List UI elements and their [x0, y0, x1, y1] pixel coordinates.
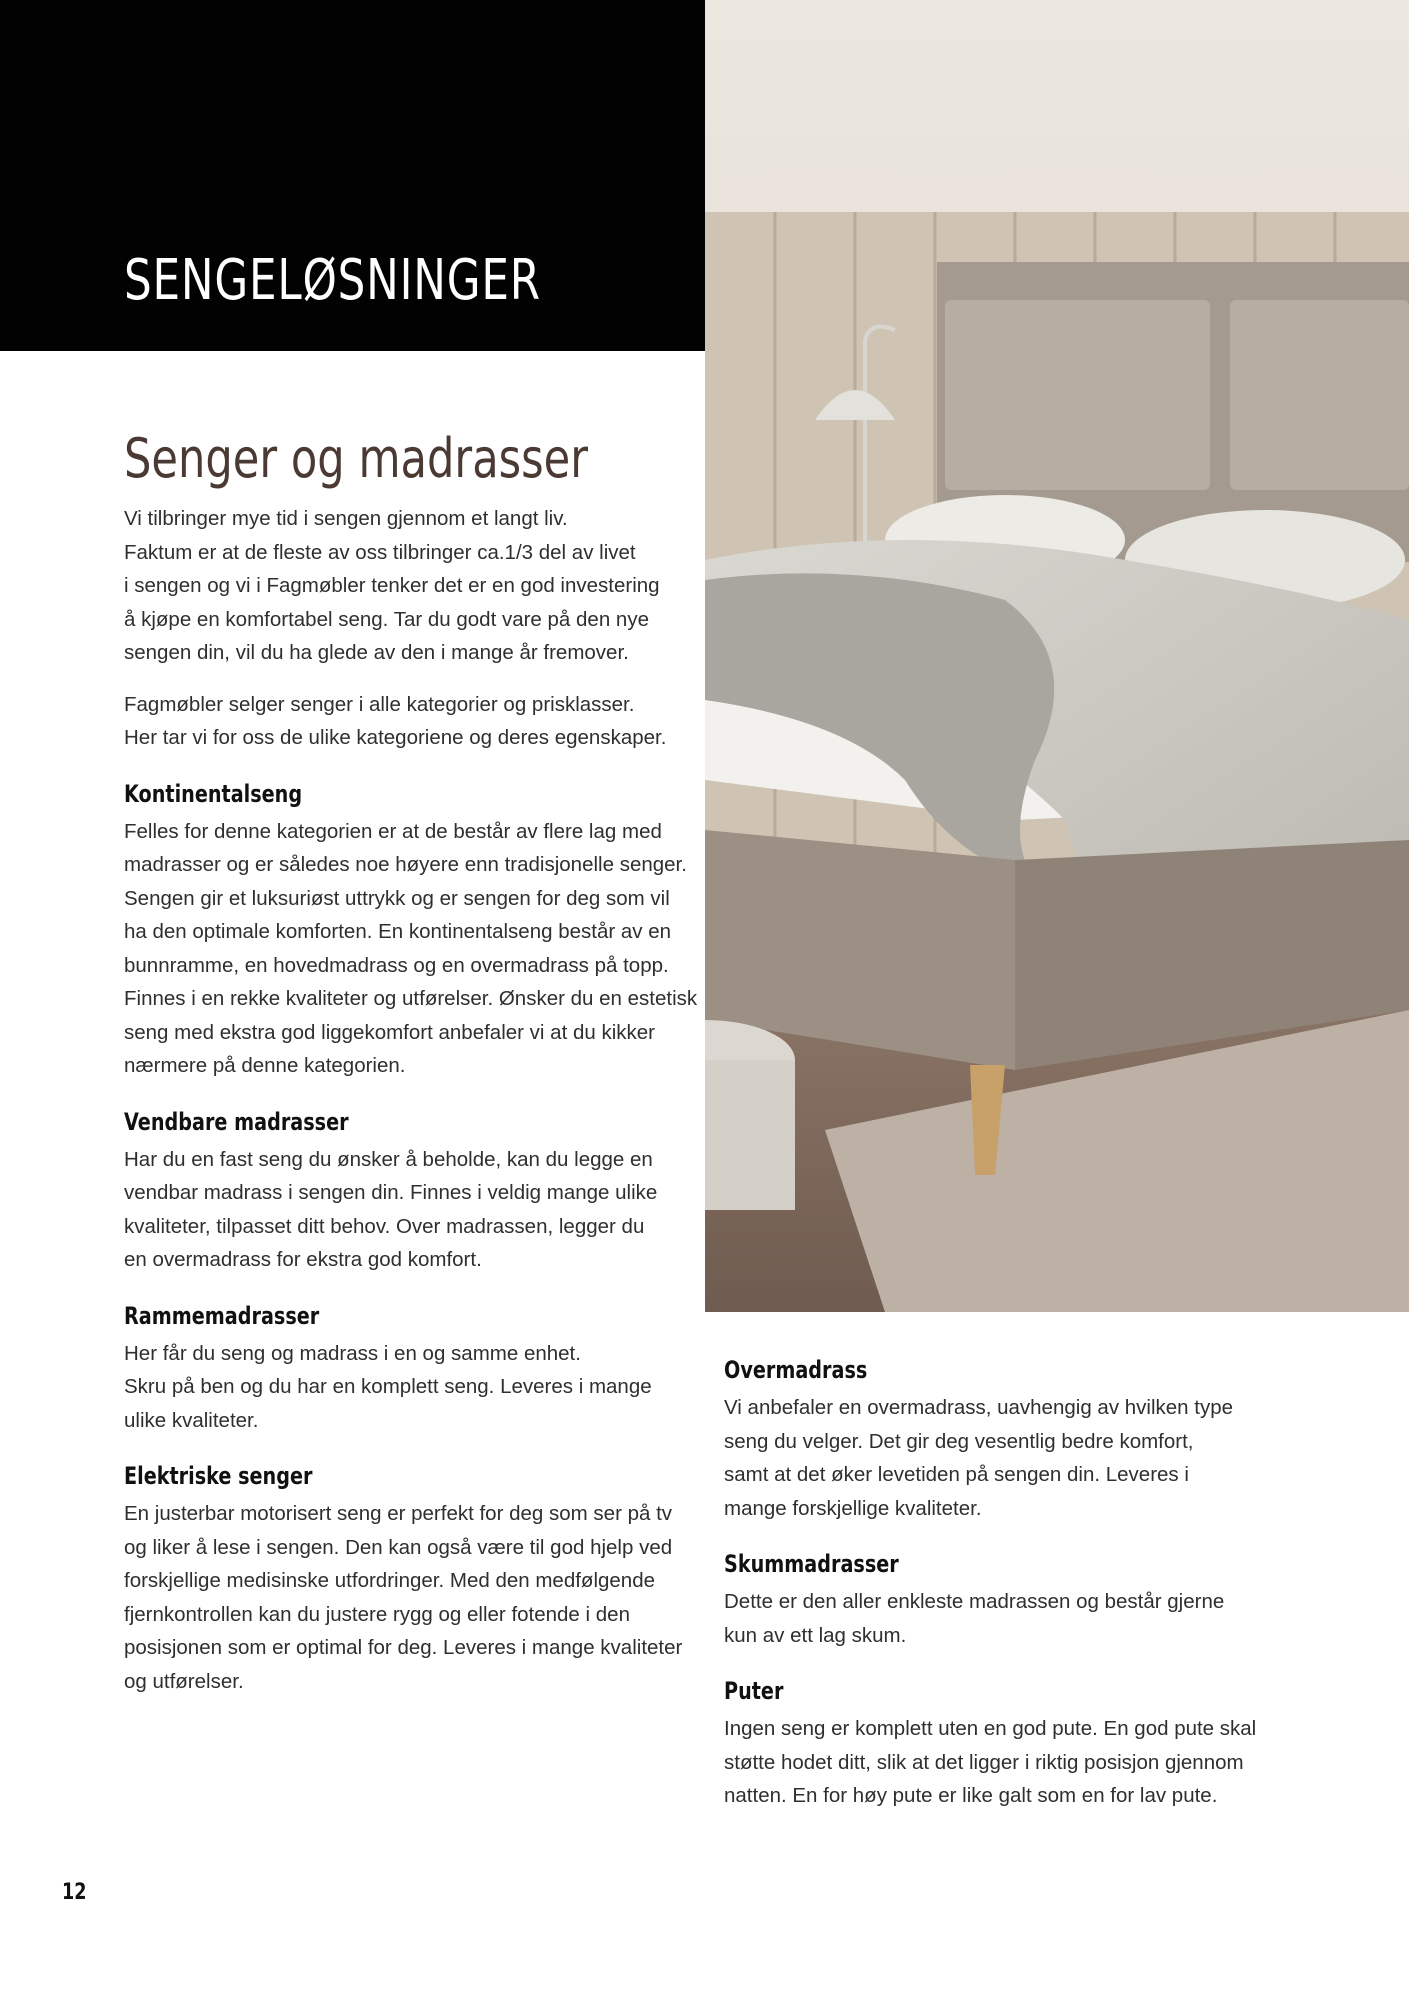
text-line: en overmadrass for ekstra god komfort. — [124, 1248, 482, 1271]
section-body-overmadrass — [724, 1391, 1324, 1525]
bed-illustration — [705, 0, 1409, 1312]
text-line: En justerbar motorisert seng er perfekt for deg som ser på tv — [124, 1502, 673, 1525]
left-column — [124, 427, 698, 1698]
text-line: i sengen og vi i Fagmøbler tenker det er en god investering — [124, 574, 660, 597]
text-line: posisjonen som er optimal for deg. Leveres i mange kvaliteter — [124, 1636, 683, 1659]
text-line: Her får du seng og madrass i en og samme enhet. — [124, 1341, 581, 1365]
text-line: ulike kvaliteter. — [124, 1408, 259, 1432]
text-line: å kjøpe en komfortabel seng. Tar du godt vare på den nye — [124, 607, 649, 631]
section-title: SENGELØSNINGER — [124, 248, 541, 313]
section-body-elektriske — [124, 1497, 694, 1698]
section-body-rammemadrasser — [124, 1337, 694, 1438]
text-line: vendbar madrass i sengen din. Finnes i veldig mange ulike — [124, 1181, 658, 1204]
section-body-skummadrasser — [724, 1585, 1324, 1652]
text-line: bunnramme, en hovedmadrass og en overmadrass på topp. — [124, 953, 669, 977]
text-line: kun av ett lag skum. — [724, 1623, 907, 1647]
text-line: Vi anbefaler en overmadrass, uavhengig av hvilken type — [724, 1396, 1234, 1419]
text-line: samt at det øker levetiden på sengen din. Leveres i — [724, 1463, 1189, 1486]
text-line: og utførelser. — [124, 1669, 244, 1693]
text-line: forskjellige medisinske utfordringer. Med den medfølgende — [124, 1569, 655, 1592]
text-line: ha den optimale komforten. En kontinentalseng består av en — [124, 920, 672, 943]
text-line: Skru på ben og du har en komplett seng. Leveres i mange — [124, 1375, 652, 1398]
right-column — [724, 1353, 1324, 1813]
bed-photo — [705, 0, 1409, 1312]
header-band — [0, 0, 705, 351]
section-heading-overmadrass: Overmadrass — [724, 1356, 868, 1384]
text-line: seng med ekstra god liggekomfort anbefaler vi at du kikker — [124, 1020, 655, 1044]
section-heading-skummadrasser: Skummadrasser — [724, 1550, 899, 1578]
section-body-kontinentalseng — [124, 815, 698, 1083]
section-heading-puter: Puter — [724, 1677, 784, 1705]
text-line: seng du velger. Det gir deg vesentlig bedre komfort, — [724, 1429, 1194, 1453]
section-heading-rammemadrasser: Rammemadrasser — [124, 1301, 320, 1330]
text-line: sengen din, vil du ha glede av den i mange år fremover. — [124, 641, 629, 664]
intro-paragraph-1 — [124, 502, 694, 670]
section-body-vendbare — [124, 1143, 694, 1277]
text-line: nærmere på denne kategorien. — [124, 1054, 406, 1077]
text-line: mange forskjellige kvaliteter. — [724, 1496, 982, 1520]
text-line: Vi tilbringer mye tid i sengen gjennom et langt liv. — [124, 507, 568, 530]
text-line: natten. En for høy pute er like galt som en for lav pute. — [724, 1784, 1218, 1807]
section-body-puter — [724, 1712, 1324, 1813]
text-line: kvaliteter, tilpasset ditt behov. Over madrassen, legger du — [124, 1214, 645, 1238]
text-line: og liker å lese i sengen. Den kan også være til god hjelp ved — [124, 1535, 673, 1559]
section-heading-kontinentalseng: Kontinentalseng — [124, 779, 303, 808]
text-line: Dette er den aller enkleste madrassen og består gjerne — [724, 1590, 1225, 1613]
text-line: Sengen gir et luksuriøst uttrykk og er sengen for deg som vil — [124, 886, 670, 910]
main-heading: Senger og madrasser — [124, 427, 589, 490]
text-line: Finnes i en rekke kvaliteter og utførelser. Ønsker du en estetisk — [124, 987, 698, 1010]
section-heading-elektriske: Elektriske senger — [124, 1462, 313, 1490]
text-line: Fagmøbler selger senger i alle kategorier og prisklasser. — [124, 692, 635, 716]
section-heading-vendbare: Vendbare madrasser — [124, 1107, 349, 1136]
text-line: madrasser og er således noe høyere enn tradisjonelle senger. — [124, 853, 687, 876]
text-line: Har du en fast seng du ønsker å beholde, kan du legge en — [124, 1147, 653, 1171]
intro-paragraph-2 — [124, 688, 694, 755]
text-line: Faktum er at de fleste av oss tilbringer ca.1/3 del av livet — [124, 540, 636, 564]
text-line: støtte hodet ditt, slik at det ligger i riktig posisjon gjennom — [724, 1750, 1244, 1774]
text-line: Her tar vi for oss de ulike kategoriene og deres egenskaper. — [124, 726, 667, 749]
text-line: Felles for denne kategorien er at de består av flere lag med — [124, 819, 662, 843]
text-line: fjernkontrollen kan du justere rygg og eller fotende i den — [124, 1602, 630, 1626]
page-number: 12 — [62, 1880, 87, 1905]
text-line: Ingen seng er komplett uten en god pute. En god pute skal — [724, 1717, 1257, 1740]
